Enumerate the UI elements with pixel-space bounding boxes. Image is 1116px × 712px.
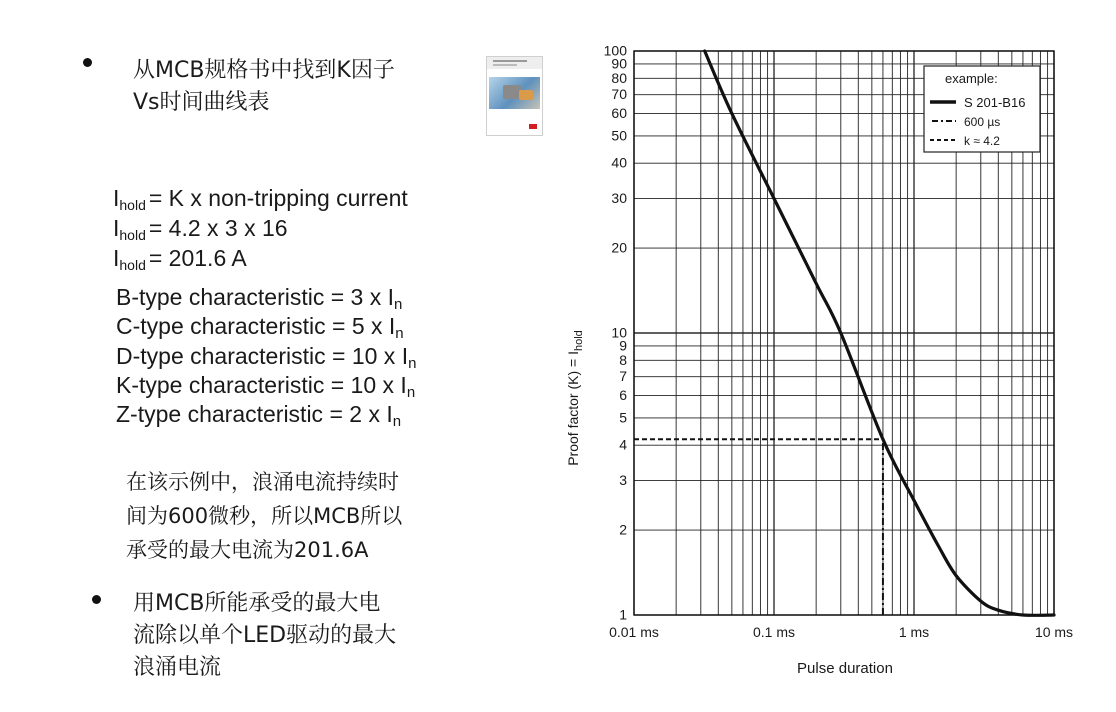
formula-line-2: Ihold = 4.2 x 3 x 16	[113, 215, 288, 243]
y-tick-label: 2	[619, 521, 627, 538]
characteristic-z: Z-type characteristic = 2 x In	[116, 401, 402, 430]
legend-label-k: k ≈ 4.2	[964, 134, 1000, 148]
legend	[924, 66, 1040, 152]
characteristic-d: D-type characteristic = 10 x In	[116, 343, 417, 372]
characteristic-k: K-type characteristic = 10 x In	[116, 372, 416, 401]
y-tick-label: 90	[611, 55, 627, 72]
x-tick-label: 1 ms	[898, 624, 930, 640]
y-tick-label: 7	[619, 368, 627, 385]
bullet2-line-1: 用MCB所能承受的最大电	[133, 591, 381, 616]
example-line-2: 间为600微秒，所以MCB所以	[126, 504, 403, 528]
bullet1-line-1: 从MCB规格书中找到K因子	[133, 58, 395, 83]
y-axis-label: Proof factor $(K) = I_{hold}$	[565, 330, 585, 466]
bullet2-line-2: 流除以单个LED驱动的最大	[133, 623, 397, 648]
bullet2-line-3: 浪涌电流	[133, 655, 222, 680]
x-tick-label: 0.01 ms	[609, 624, 659, 640]
y-tick-label: 9	[619, 337, 627, 354]
y-tick-label: 100	[603, 42, 627, 59]
x-tick-label: 0.1 ms	[752, 624, 796, 640]
y-tick-labels	[604, 43, 628, 623]
x-tick-label: 10 ms	[1034, 624, 1074, 640]
y-tick-label: 4	[619, 436, 627, 453]
legend-title: example:	[945, 71, 998, 86]
bullet-dot-2	[92, 595, 101, 604]
y-tick-label: 50	[611, 127, 627, 144]
bullet-dot-1	[83, 58, 92, 67]
proof-factor-chart	[552, 36, 1092, 686]
legend-label-s201: S 201-B16	[964, 95, 1026, 110]
y-tick-label: 20	[611, 239, 627, 256]
y-tick-label: 10	[611, 324, 627, 341]
x-axis-label: Pulse duration	[797, 660, 893, 677]
bullet1-line-2: Vs时间曲线表	[133, 90, 270, 115]
characteristic-b: B-type characteristic = 3 x In	[116, 284, 403, 313]
example-line-1: 在该示例中，浪涌电流持续时	[126, 470, 399, 494]
y-tick-label: 1	[619, 606, 627, 623]
reference-lines	[634, 439, 883, 615]
datasheet-photo	[489, 77, 540, 109]
y-tick-label: 80	[611, 69, 627, 86]
y-tick-label: 3	[619, 471, 627, 488]
example-line-3: 承受的最大电流为201.6A	[126, 538, 369, 562]
y-tick-label: 8	[619, 351, 627, 368]
y-tick-label: 40	[611, 154, 627, 171]
formula-line-3: Ihold = 201.6 A	[113, 245, 247, 273]
datasheet-brand-mark	[529, 124, 537, 129]
formula-line-1: Ihold = K x non-tripping current	[113, 185, 408, 213]
y-tick-label: 70	[611, 86, 627, 103]
x-tick-labels	[609, 624, 1073, 640]
characteristic-c: C-type characteristic = 5 x In	[116, 313, 404, 342]
datasheet-header	[487, 57, 542, 69]
y-tick-label: 30	[611, 189, 627, 206]
mcb-datasheet-thumbnail	[486, 56, 543, 136]
y-tick-label: 60	[611, 105, 627, 122]
y-tick-label: 6	[619, 387, 627, 404]
y-tick-label: 5	[619, 409, 627, 426]
legend-label-600us: 600 µs	[964, 115, 1001, 129]
